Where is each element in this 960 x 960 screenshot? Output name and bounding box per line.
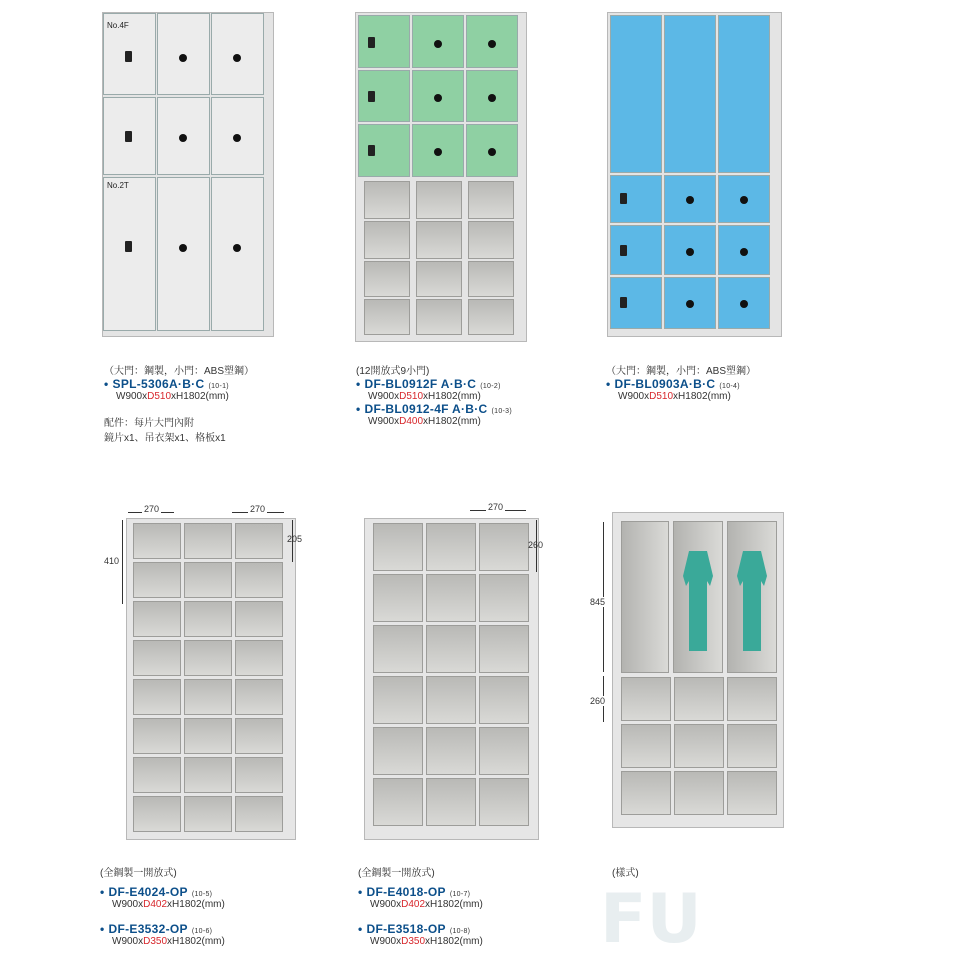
product-info [104, 362, 324, 444]
knob-icon [179, 244, 187, 252]
model-ref: (10-2) [480, 383, 501, 390]
product-caption: (12開放式9小門) [356, 366, 430, 377]
knob-icon [179, 54, 187, 62]
dimension-label: 845 [590, 597, 606, 607]
hanging-compartment [621, 521, 669, 673]
open-shelf [235, 796, 283, 832]
model-spec: W900xD402xH1802(mm) [112, 899, 225, 910]
model-spec: W900xD510xH1802(mm) [368, 391, 481, 402]
cabinet-spl-5306 [102, 12, 274, 337]
accessory-note: 鏡片x1、吊衣架x1、格板x1 [104, 433, 226, 444]
open-shelf [133, 523, 181, 559]
open-shelf [364, 299, 410, 335]
product-caption: (全鋼製一開放式) [100, 868, 177, 879]
open-shelf [184, 640, 232, 676]
lock-icon [368, 145, 375, 156]
model-line: • DF-E3518-OP (10-8) [358, 922, 471, 936]
dimension-label: 260 [528, 540, 544, 550]
open-shelf [184, 796, 232, 832]
open-shelf [621, 724, 671, 768]
open-shelf [133, 718, 181, 754]
product-caption: （大門：鋼製，小門：ABS塑鋼） [606, 366, 757, 377]
model-spec: W900xD510xH1802(mm) [116, 391, 229, 402]
open-shelf [674, 724, 724, 768]
open-shelf [235, 640, 283, 676]
locker-door [157, 177, 210, 331]
watermark-logo: FU [600, 880, 702, 959]
dimension-label: 205 [287, 534, 303, 544]
knob-icon [740, 300, 748, 308]
lock-icon [125, 51, 132, 62]
lock-icon [620, 245, 627, 256]
open-shelf [621, 771, 671, 815]
knob-icon [488, 148, 496, 156]
open-shelf [235, 679, 283, 715]
product-info [606, 362, 826, 402]
open-shelf [235, 757, 283, 793]
knob-icon [434, 94, 442, 102]
open-shelf [184, 523, 232, 559]
open-shelf [373, 523, 423, 571]
cabinet-wardrobe-style [612, 512, 784, 828]
knob-icon [233, 244, 241, 252]
open-shelf [426, 625, 476, 673]
model-line: • DF-BL0912-4F A·B·C (10-3) [356, 402, 512, 416]
open-shelf [184, 562, 232, 598]
locker-door [664, 15, 716, 173]
dimension-label: 270 [488, 502, 504, 512]
model-ref: (10-5) [191, 891, 213, 898]
lock-icon [125, 131, 132, 142]
model-ref: (10-3) [491, 408, 512, 415]
open-shelf [426, 727, 476, 775]
open-shelf [727, 724, 777, 768]
locker-door [358, 70, 410, 122]
knob-icon [488, 40, 496, 48]
open-shelf [468, 299, 514, 335]
open-shelf [426, 574, 476, 622]
locker-door [358, 15, 410, 68]
locker-door [358, 124, 410, 177]
model-suffix: A·B·C [679, 377, 716, 391]
open-shelf [184, 679, 232, 715]
product-caption: (全鋼製一開放式) [358, 868, 435, 879]
model-spec: W900xD400xH1802(mm) [368, 416, 481, 427]
open-shelf [235, 523, 283, 559]
open-shelf [364, 221, 410, 259]
product-caption: （大門：鋼製，小門：ABS塑鋼） [104, 366, 255, 377]
open-shelf [133, 640, 181, 676]
open-shelf [674, 677, 724, 721]
open-shelf [468, 181, 514, 219]
knob-icon [686, 300, 694, 308]
open-shelf [235, 601, 283, 637]
product-info [356, 362, 586, 427]
lock-icon [368, 91, 375, 102]
model-line: • DF-E3532-OP (10-6) [100, 922, 213, 936]
open-shelf [727, 677, 777, 721]
model-ref: (10-1) [208, 383, 229, 390]
locker-door [610, 277, 662, 329]
open-shelf [468, 261, 514, 297]
model-name: DF-BL0912-4F [364, 402, 449, 416]
open-shelf [184, 757, 232, 793]
model-name: DF-E4024-OP [108, 885, 188, 899]
model-suffix: A·B·C [440, 377, 477, 391]
open-shelf [364, 261, 410, 297]
door-tag: No.2T [107, 181, 129, 190]
model-suffix: A·B·C [168, 377, 205, 391]
open-shelf [674, 771, 724, 815]
open-shelf [479, 625, 529, 673]
model-name: SPL-5306 [112, 377, 169, 391]
lock-icon [368, 37, 375, 48]
accessory-note: 配件：每片大門內附 [104, 418, 194, 429]
model-line: • DF-E4018-OP (10-7) [358, 885, 471, 899]
model-name: DF-E4018-OP [366, 885, 446, 899]
knob-icon [179, 134, 187, 142]
knob-icon [233, 54, 241, 62]
knob-icon [488, 94, 496, 102]
model-ref: (10-8) [449, 928, 471, 935]
lock-icon [620, 297, 627, 308]
knob-icon [740, 196, 748, 204]
model-ref: (10-7) [449, 891, 471, 898]
knob-icon [233, 134, 241, 142]
open-shelf [426, 523, 476, 571]
locker-door [610, 225, 662, 275]
model-line: • SPL-5306A·B·C (10-1) [104, 377, 229, 391]
open-shelf [727, 771, 777, 815]
dimension-line [122, 520, 123, 604]
cabinet-df-bl0912f [355, 12, 527, 342]
knob-icon [686, 248, 694, 256]
product-caption: (樣式) [612, 868, 639, 879]
product-info [100, 864, 340, 947]
dimension-label: 270 [250, 504, 266, 514]
open-shelf [133, 757, 181, 793]
dimension-label: 260 [590, 696, 606, 706]
knob-icon [686, 196, 694, 204]
knob-icon [434, 40, 442, 48]
locker-door [610, 15, 662, 173]
open-shelf [364, 181, 410, 219]
open-shelf [184, 601, 232, 637]
model-line: • DF-BL0903A·B·C (10-4) [606, 377, 740, 391]
open-shelf [235, 562, 283, 598]
open-shelf [416, 221, 462, 259]
open-shelf [133, 601, 181, 637]
cabinet-df-e4018-op [364, 518, 539, 840]
model-name: DF-E3532-OP [108, 922, 188, 936]
open-shelf [468, 221, 514, 259]
open-shelf [133, 796, 181, 832]
open-shelf [373, 778, 423, 826]
locker-door [211, 177, 264, 331]
model-spec: W900xD350xH1802(mm) [112, 936, 225, 947]
open-shelf [479, 523, 529, 571]
dimension-label: 270 [144, 504, 160, 514]
lock-icon [125, 241, 132, 252]
open-shelf [235, 718, 283, 754]
cabinet-df-bl0903 [607, 12, 782, 337]
model-ref: (10-4) [719, 383, 740, 390]
open-shelf [184, 718, 232, 754]
open-shelf [479, 676, 529, 724]
lock-icon [620, 193, 627, 204]
open-shelf [373, 676, 423, 724]
open-shelf [373, 727, 423, 775]
model-name: DF-BL0912F [364, 377, 438, 391]
open-shelf [416, 261, 462, 297]
open-shelf [133, 679, 181, 715]
door-tag: No.4F [107, 21, 129, 30]
open-shelf [479, 574, 529, 622]
open-shelf [426, 778, 476, 826]
open-shelf [426, 676, 476, 724]
open-shelf [416, 299, 462, 335]
cabinet-df-e4024-op [126, 518, 296, 840]
model-ref: (10-6) [191, 928, 213, 935]
model-spec: W900xD510xH1802(mm) [618, 391, 731, 402]
model-line: • DF-BL0912F A·B·C (10-2) [356, 377, 501, 391]
model-name: DF-E3518-OP [366, 922, 446, 936]
model-line: • DF-E4024-OP (10-5) [100, 885, 213, 899]
locker-door [718, 15, 770, 173]
open-shelf [479, 727, 529, 775]
open-shelf [621, 677, 671, 721]
open-shelf [416, 181, 462, 219]
knob-icon [434, 148, 442, 156]
model-spec: W900xD402xH1802(mm) [370, 899, 483, 910]
model-spec: W900xD350xH1802(mm) [370, 936, 483, 947]
product-info [358, 864, 598, 947]
locker-door [610, 175, 662, 223]
open-shelf [133, 562, 181, 598]
open-shelf [373, 625, 423, 673]
dimension-label: 410 [104, 556, 120, 566]
knob-icon [740, 248, 748, 256]
model-name: DF-BL0903 [614, 377, 680, 391]
model-suffix: A·B·C [452, 402, 488, 416]
open-shelf [373, 574, 423, 622]
open-shelf [479, 778, 529, 826]
locker-door [103, 177, 156, 331]
